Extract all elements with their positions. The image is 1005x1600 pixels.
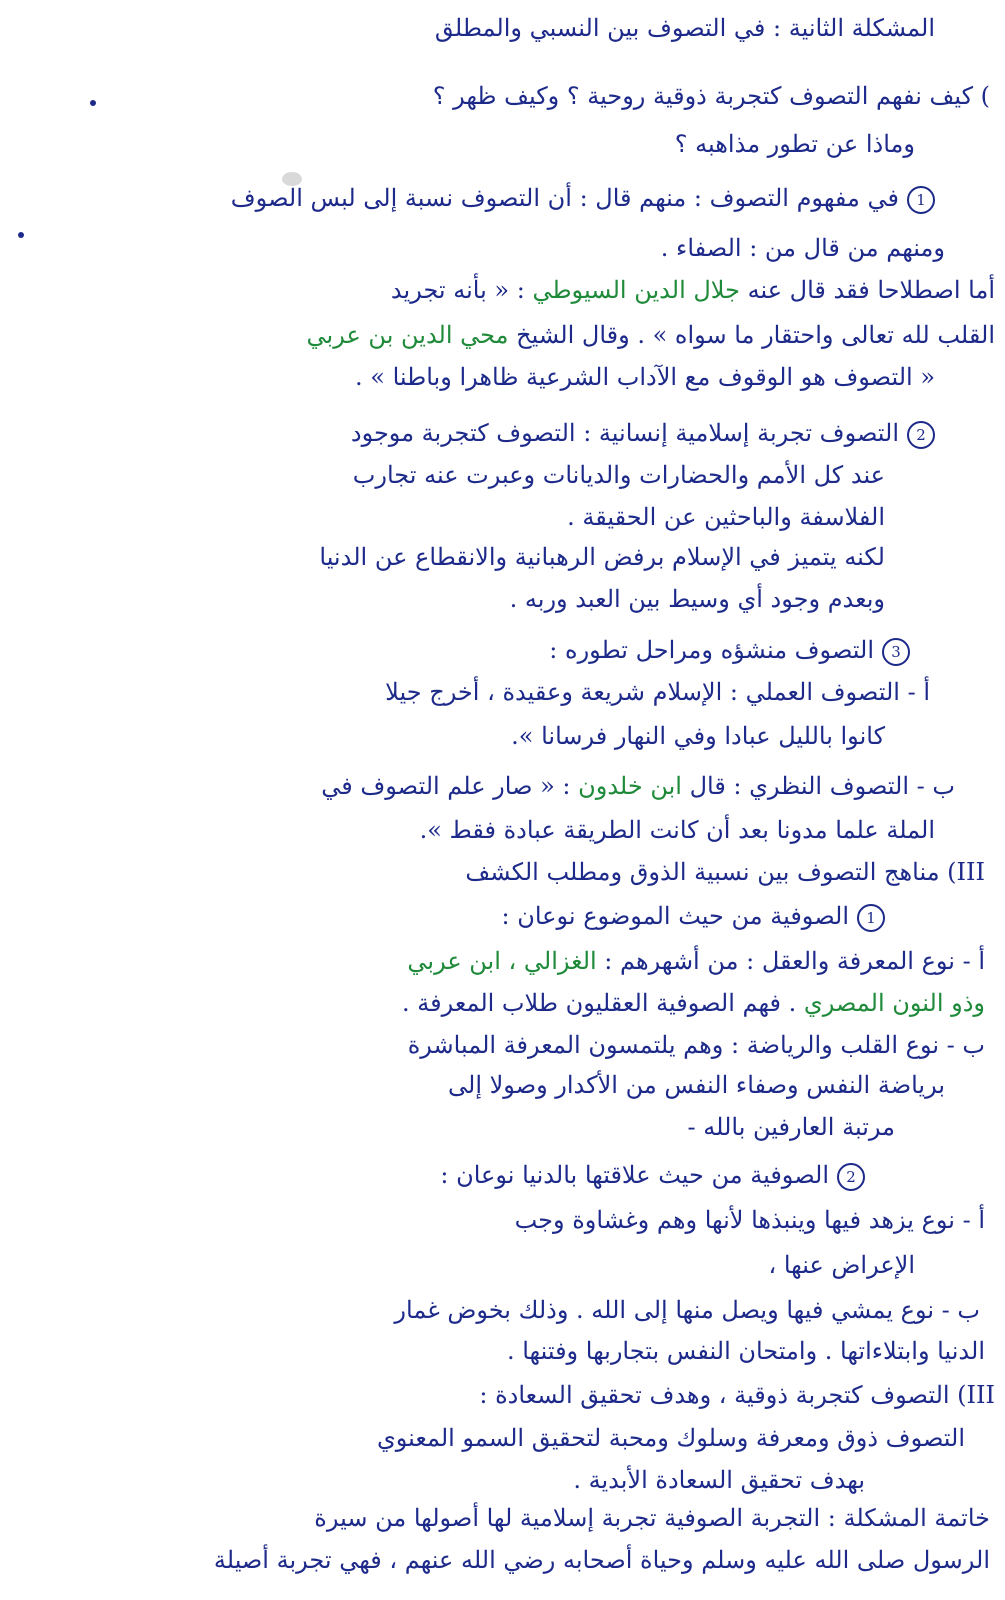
highlighted-name: محي الدين بن عربي [306,321,509,349]
line-text: وماذا عن تطور مذاهبه ؟ [674,130,915,158]
text-line [0,8,1005,48]
text-line [0,1245,1005,1285]
line-text: كانوا بالليل عبادا وفي النهار فرسانا ». [511,722,885,750]
line-text: الملة علما مدونا بعد أن كانت الطريقة عبادة فقط ». [419,816,935,844]
line-text: III) مناهج التصوف بين نسبية الذوق ومطلب الكشف [465,858,985,886]
text-line [0,579,1005,619]
text-line [0,1331,1005,1371]
text-line [0,716,1005,756]
line-text: التصوف ذوق ومعرفة وسلوك ومحبة لتحقيق السمو المعنوي [376,1424,965,1452]
line-text: « التصوف هو الوقوف مع الآداب الشرعية ظاهرا وباطنا » . [355,363,935,391]
line-text: التصوف منشؤه ومراحل تطوره : [549,636,874,664]
line-text: ب - نوع يمشي فيها ويصل منها إلى الله . وذلك بخوض غمار [394,1296,980,1324]
text-line [0,1155,1005,1195]
text-line [0,766,1005,806]
section-marker: 3 [882,638,910,666]
line-text: وبعدم وجود أي وسيط بين العبد وربه . [509,585,885,613]
line-text: الصوفية من حيث الموضوع نوعان : [501,902,849,930]
line-text: . فهم الصوفية العقليون طلاب المعرفة . [402,989,804,1017]
line-text: الإعراض عنها ، [768,1251,915,1279]
text-line [0,1418,1005,1458]
text-line [0,357,1005,397]
line-text: أ - نوع المعرفة والعقل : من أشهرهم : [596,947,985,975]
section-marker: 2 [907,421,935,449]
line-text: القلب لله تعالى واحتقار ما سواه » . وقال الشيخ [508,321,995,349]
text-line [0,228,1005,268]
line-text: III) التصوف كتجربة ذوقية ، وهدف تحقيق السعادة : [479,1381,995,1409]
line-text: بهدف تحقيق السعادة الأبدية . [573,1466,865,1494]
text-line [0,1065,1005,1105]
text-line [0,672,1005,712]
line-text: الصوفية من حيث علاقتها بالدنيا نوعان : [440,1161,829,1189]
text-line [0,1375,1005,1415]
text-line [0,1498,1005,1538]
line-text: أما اصطلاحا فقد قال عنه [739,276,995,304]
line-text: أ - نوع يزهد فيها وينبذها لأنها وهم وغشاوة وجب [514,1206,985,1234]
line-text: عند كل الأمم والحضارات والديانات وعبرت عنه تجارب [352,461,885,489]
line-text: مرتبة العارفين بالله - [687,1113,895,1141]
text-line [0,537,1005,577]
line-text: ومنهم من قال من : الصفاء . [660,234,945,262]
section-marker: 1 [907,186,935,214]
text-line [0,315,1005,355]
line-text: خاتمة المشكلة : التجربة الصوفية تجربة إسلامية لها أصولها من سيرة [314,1504,990,1532]
text-line [0,1460,1005,1500]
highlighted-name: الغزالي ، ابن عربي [407,947,597,975]
section-marker: 1 [857,904,885,932]
text-line [0,630,1005,670]
text-line [0,1025,1005,1065]
text-line [0,76,1005,116]
text-line [0,124,1005,164]
text-line [0,270,1005,310]
text-line [0,497,1005,537]
line-text: أ - التصوف العملي : الإسلام شريعة وعقيدة ، أخرج جيلا [385,678,930,706]
highlighted-name: وذو النون المصري [803,989,985,1017]
line-text: الدنيا وابتلاءاتها . وامتحان النفس بتجاربها وفتنها . [506,1337,985,1365]
section-marker: 2 [837,1163,865,1191]
line-text: برياضة النفس وصفاء النفس من الأكدار وصولا إلى [448,1071,945,1099]
line-text: ) كيف نفهم التصوف كتجربة ذوقية روحية ؟ وكيف ظهر ؟ [432,82,990,110]
text-line [0,1200,1005,1240]
line-text: ب - نوع القلب والرياضة : وهم يلتمسون المعرفة المباشرة [407,1031,985,1059]
line-text: ب - التصوف النظري : قال [681,772,955,800]
text-line [0,455,1005,495]
line-text: التصوف تجربة إسلامية إنسانية : التصوف كتجربة موجود [350,419,899,447]
text-line [0,178,1005,218]
line-text: لكنه يتميز في الإسلام برفض الرهبانية والانقطاع عن الدنيا [319,543,885,571]
highlighted-name: ابن خلدون [578,772,682,800]
text-line [0,1290,1005,1330]
text-line [0,810,1005,850]
text-line [0,983,1005,1023]
text-line [0,1540,1005,1580]
line-text: المشكلة الثانية : في التصوف بين النسبي والمطلق [434,14,935,42]
text-line [0,852,1005,892]
text-line [0,896,1005,936]
line-text: في مفهوم التصوف : منهم قال : أن التصوف نسبة إلى لبس الصوف [230,184,899,212]
highlighted-name: جلال الدين السيوطي [532,276,740,304]
line-text: : « صار علم التصوف في [321,772,579,800]
text-line [0,1107,1005,1147]
line-text: الرسول صلى الله عليه وسلم وحياة أصحابه رضي الله عنهم ، فهي تجربة أصيلة [213,1546,990,1574]
line-text: : « بأنه تجريد [390,276,533,304]
text-line [0,413,1005,453]
line-text: الفلاسفة والباحثين عن الحقيقة . [567,503,885,531]
text-line [0,941,1005,981]
